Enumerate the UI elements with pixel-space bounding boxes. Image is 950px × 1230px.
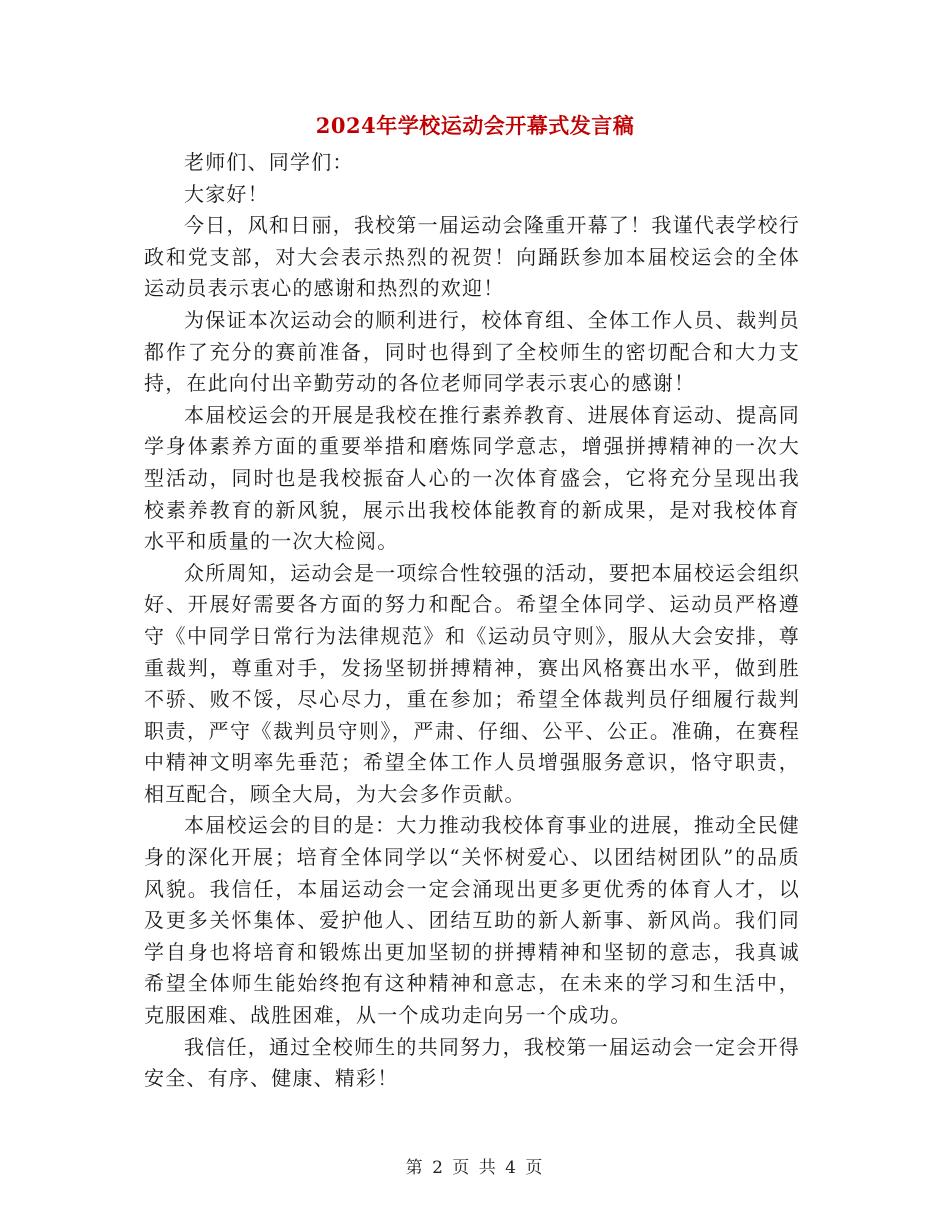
salutation-paragraph: 老师们、同学们： bbox=[184, 150, 354, 174]
closing-paragraph: 我信任，通过全校师生的共同努力，我校第一届运动会一定会开得安全、有序、健康、精彩！ bbox=[144, 1034, 800, 1091]
page-number-footer: 第 2 页 共 4 页 bbox=[405, 1158, 545, 1178]
body-paragraph: 众所周知，运动会是一项综合性较强的活动，要把本届校运会组织好、开展好需要各方面的努力和配合。希望全体同学、运动员严格遵守《中同学日常行为法律规范》和《运动员守则》，服从大会安排，尊重裁判，尊重对手，发扬坚韧拼搏精神，赛出风格赛出水平，做到胜不骄、败不馁，尽心尽力，重在参加；希望全体裁判员仔细履行裁判职责，严守《裁判员守则》，严肃、仔细、公平、公正。准确，在赛程中精神文明率先垂范；希望全体工作人员增强服务意识，恪守职责，相互配合，顾全大局，为大会多作贡献。 bbox=[144, 560, 800, 806]
body-paragraph: 本届校运会的开展是我校在推行素养教育、进展体育运动、提高同学身体素养方面的重要举措和磨炼同学意志，增强拼搏精神的一次大型活动，同时也是我校振奋人心的一次体育盛会，它将充分呈现出我校素养教育的新风貌，展示出我校体能教育的新成果，是对我校体育水平和质量的一次大检阅。 bbox=[144, 402, 800, 554]
document-title: 2024年学校运动会开幕式发言稿 bbox=[315, 113, 635, 138]
body-paragraph: 今日，风和日丽，我校第一届运动会隆重开幕了！我谨代表学校行政和党支部，对大会表示热烈的祝贺！向踊跃参加本届校运会的全体运动员表示衷心的感谢和热烈的欢迎！ bbox=[144, 213, 800, 301]
greeting-paragraph: 大家好！ bbox=[184, 181, 269, 206]
body-paragraph: 为保证本次运动会的顺利进行，校体育组、全体工作人员、裁判员都作了充分的赛前准备，同时也得到了全校师生的密切配合和大力支持，在此向付出辛勤劳动的各位老师同学表示衷心的感谢！ bbox=[144, 307, 800, 396]
body-paragraph: 本届校运会的目的是：大力推动我校体育事业的进展，推动全民健身的深化开展；培育全体同学以“关怀树爱心、以团结树团队”的品质风貌。我信任，本届运动会一定会涌现出更多更优秀的体育人才，以及更多关怀集体、爱护他人、团结互助的新人新事、新风尚。我们同学自身也将培育和锻炼出更加坚韧的拼搏精神和坚韧的意志，我真诚希望全体师生能始终抱有这种精神和意志，在未来的学习和生活中，克服困难、战胜困难，从一个成功走向另一个成功。 bbox=[144, 813, 800, 1028]
document-body bbox=[144, 147, 800, 1095]
